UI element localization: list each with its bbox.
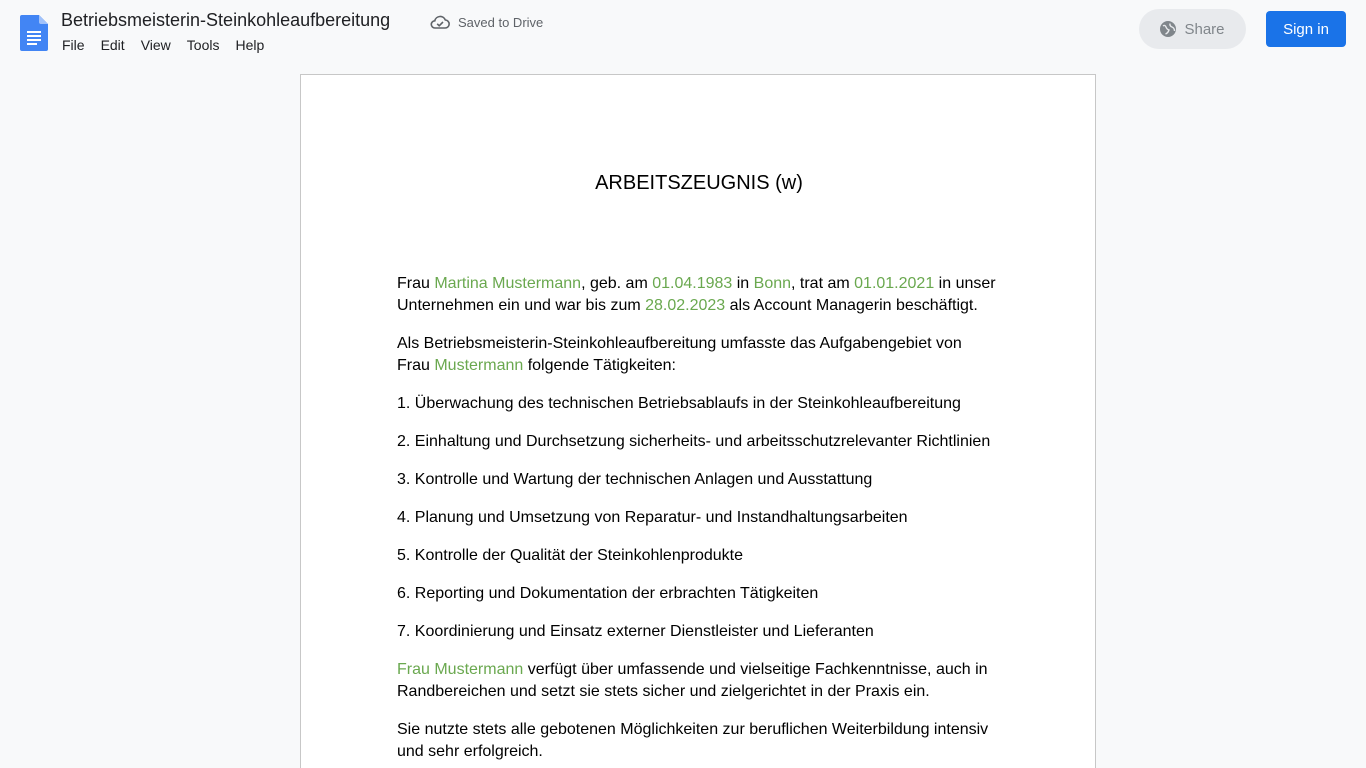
task-item: 6. Reporting und Dokumentation der erbrachten Tätigkeiten (397, 585, 819, 602)
globe-icon (1160, 21, 1176, 37)
duties-intro-paragraph (397, 333, 997, 377)
text-run: in (732, 275, 754, 292)
employee-reference: Frau Mustermann (397, 661, 524, 678)
menu-help[interactable]: Help (235, 37, 265, 53)
document-body (397, 273, 997, 768)
task-item: 4. Planung und Umsetzung von Reparatur- und Instandhaltungsarbeiten (397, 509, 908, 526)
employee-surname: Mustermann (434, 357, 524, 374)
menu-edit[interactable]: Edit (100, 37, 125, 53)
training-paragraph: Sie nutzte stets alle gebotenen Möglichkeiten zur beruflichen Weiterbildung intensiv und sehr erfolgreich. (397, 721, 989, 760)
birth-place: Bonn (753, 275, 792, 292)
share-button[interactable] (1139, 9, 1246, 49)
save-status[interactable] (430, 14, 543, 30)
intro-paragraph (397, 273, 997, 317)
birth-date: 01.04.1983 (652, 275, 733, 292)
cloud-done-icon (430, 14, 450, 30)
share-label: Share (1184, 20, 1225, 38)
text-run: in unser Unternehmen ein und war bis zum (397, 275, 996, 314)
menu-file[interactable]: File (62, 37, 85, 53)
menu-view[interactable]: View (140, 37, 171, 53)
task-item: 7. Koordinierung und Einsatz externer Dienstleister und Lieferanten (397, 623, 874, 640)
end-date: 28.02.2023 (645, 297, 726, 314)
start-date: 01.01.2021 (854, 275, 935, 292)
sign-in-button[interactable]: Sign in (1266, 11, 1346, 47)
task-item: 2. Einhaltung und Durchsetzung sicherheits- und arbeitsschutzrelevanter Richtlinien (397, 433, 991, 450)
top-bar (0, 0, 1366, 64)
google-docs-icon[interactable] (20, 15, 48, 51)
document-title[interactable]: Betriebsmeisterin-Steinkohleaufbereitung (61, 10, 391, 30)
document-heading: ARBEITSZEUGNIS (w) (595, 172, 803, 194)
document-page[interactable] (300, 74, 1096, 768)
save-status-label: Saved to Drive (458, 14, 544, 30)
text-run: als Account Managerin beschäftigt. (725, 297, 978, 314)
text-run: , geb. am (581, 275, 653, 292)
text-run: Als Betriebsmeisterin-Steinkohleaufbereitung umfasste das Aufgabengebiet von Frau (397, 335, 962, 374)
task-item: 5. Kontrolle der Qualität der Steinkohlenprodukte (397, 547, 743, 564)
text-run: Frau (397, 275, 435, 292)
employee-name: Martina Mustermann (434, 275, 582, 292)
task-item: 3. Kontrolle und Wartung der technischen Anlagen und Ausstattung (397, 471, 873, 488)
text-run: verfügt über umfassende und vielseitige Fachkenntnisse, auch in Randbereichen und setzt sie stets sicher und zielgerichtet in der Praxis ein. (397, 661, 988, 700)
text-run: , trat am (791, 275, 855, 292)
menu-tools[interactable]: Tools (186, 37, 220, 53)
text-run: folgende Tätigkeiten: (523, 357, 676, 374)
task-item: 1. Überwachung des technischen Betriebsablaufs in der Steinkohleaufbereitung (397, 395, 961, 412)
knowledge-paragraph (397, 659, 997, 703)
menu-bar (54, 36, 272, 54)
